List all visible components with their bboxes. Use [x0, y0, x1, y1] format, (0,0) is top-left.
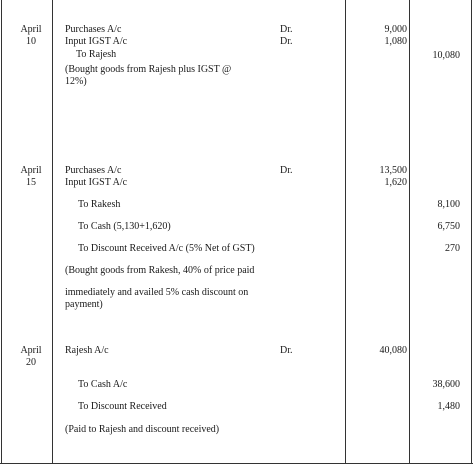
dr-marker: Dr. — [280, 24, 293, 35]
particular: Input IGST A/c — [65, 36, 128, 47]
entry-date-day: 20 — [26, 357, 36, 368]
dr-marker: Dr. — [280, 345, 293, 356]
entry-date-month: April — [20, 345, 42, 356]
column-rule-lf — [345, 0, 346, 464]
particular: Purchases A/c — [65, 165, 122, 176]
debit-amount: 1,080 — [384, 36, 407, 47]
particular: To Rakesh — [78, 199, 121, 210]
particular: To Discount Received A/c (5% Net of GST) — [78, 243, 255, 254]
entry-date-day: 10 — [26, 36, 36, 47]
table-border-right — [471, 0, 472, 464]
credit-amount: 1,480 — [437, 401, 460, 412]
debit-amount: 40,080 — [379, 345, 407, 356]
column-rule-date — [52, 0, 53, 464]
table-border-left — [1, 0, 2, 464]
narration: 12%) — [65, 76, 87, 87]
particular: Purchases A/c — [65, 24, 122, 35]
particular: To Cash A/c — [78, 379, 128, 390]
narration: (Bought goods from Rakesh, 40% of price paid — [65, 265, 255, 276]
narration: payment) — [65, 299, 103, 310]
entry-date-month: April — [20, 24, 42, 35]
entry-date-day: 15 — [26, 177, 36, 188]
particular: To Cash (5,130+1,620) — [78, 221, 171, 232]
particular: Input IGST A/c — [65, 177, 128, 188]
credit-amount: 8,100 — [437, 199, 460, 210]
column-rule-debit — [409, 0, 410, 464]
credit-amount: 270 — [445, 243, 460, 254]
dr-marker: Dr. — [280, 36, 293, 47]
particular: To Rajesh — [76, 49, 117, 60]
narration: (Bought goods from Rajesh plus IGST @ — [65, 64, 232, 75]
debit-amount: 9,000 — [384, 24, 407, 35]
credit-amount: 10,080 — [432, 50, 460, 61]
particular: Rajesh A/c — [65, 345, 109, 356]
narration: (Paid to Rajesh and discount received) — [65, 424, 220, 435]
debit-amount: 13,500 — [379, 165, 407, 176]
debit-amount: 1,620 — [384, 177, 407, 188]
dr-marker: Dr. — [280, 165, 293, 176]
credit-amount: 38,600 — [432, 379, 460, 390]
particular: To Discount Received — [78, 401, 167, 412]
entry-date-month: April — [20, 165, 42, 176]
narration: immediately and availed 5% cash discount on — [65, 287, 249, 298]
credit-amount: 6,750 — [437, 221, 460, 232]
